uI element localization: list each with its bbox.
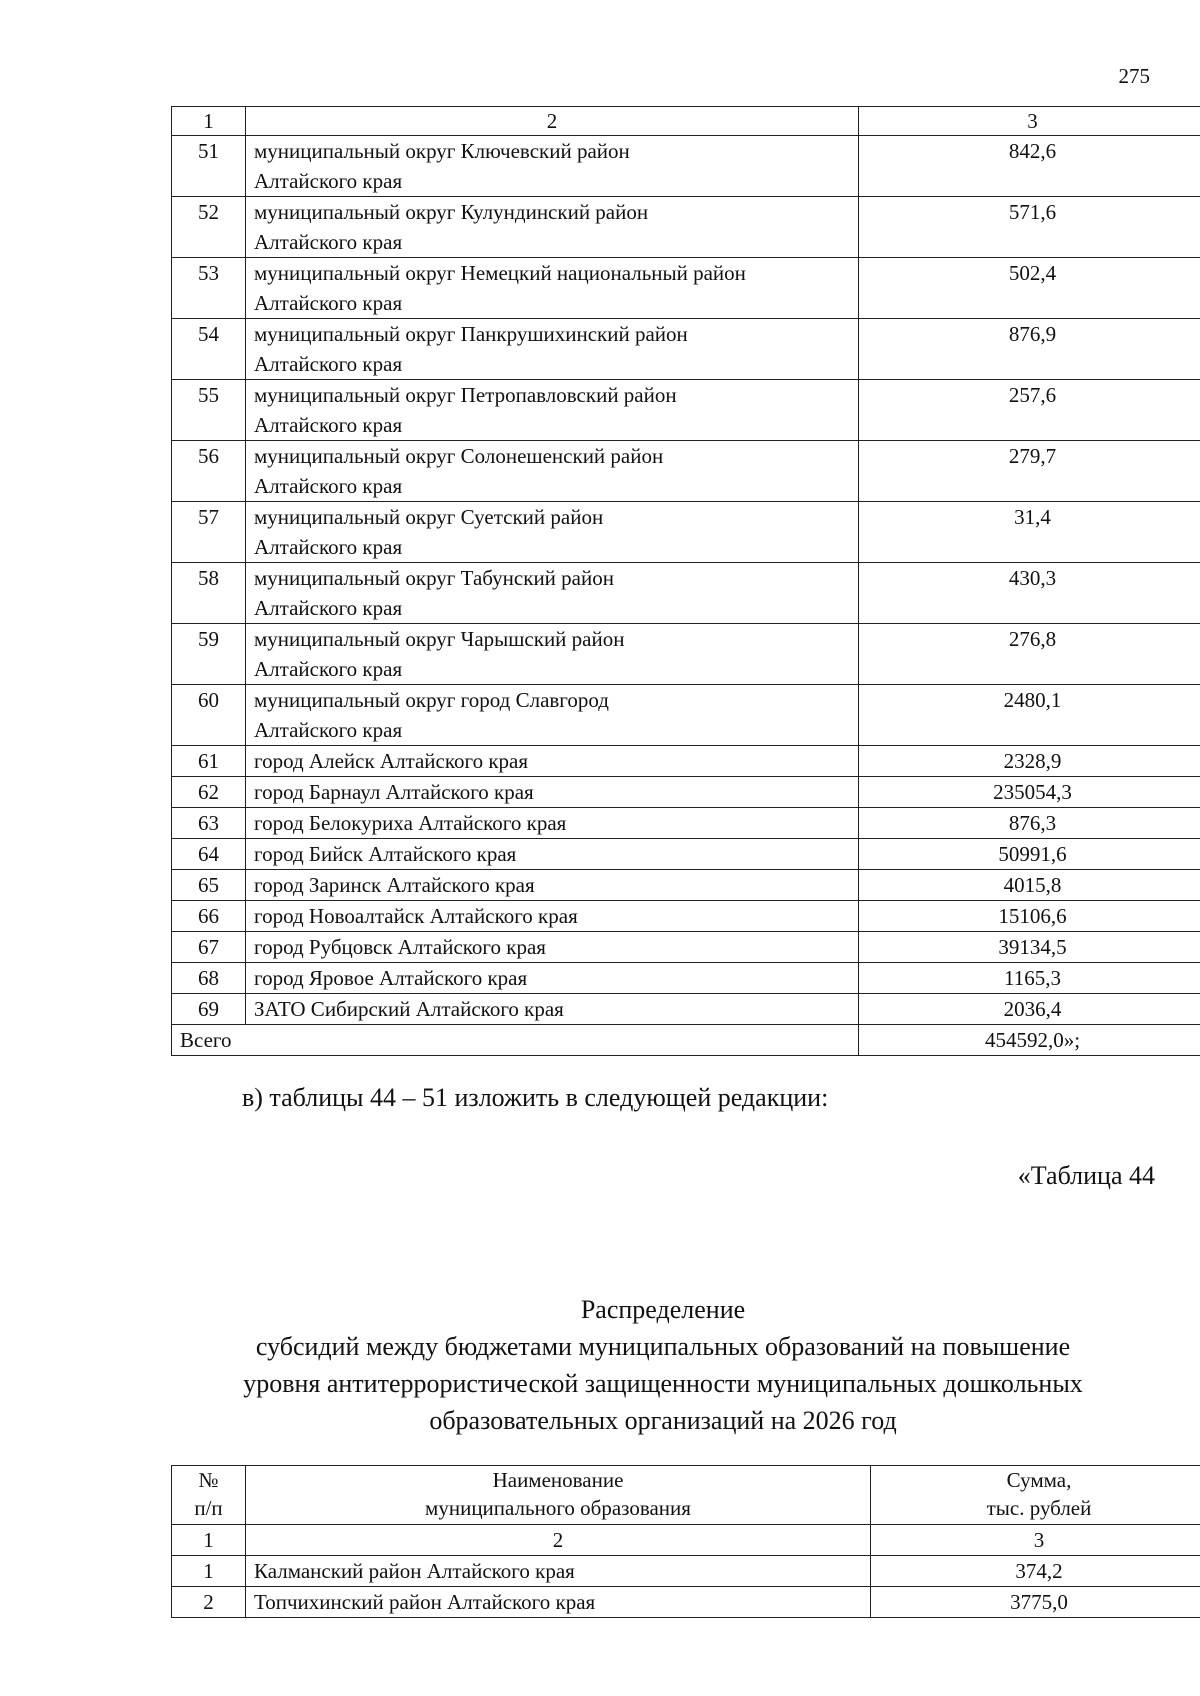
row-number: 69 <box>172 994 246 1025</box>
municipality-name-line: Алтайского края <box>254 596 403 620</box>
column-number-3: 3 <box>859 107 1200 136</box>
table-row <box>172 994 1200 1025</box>
municipality-name-line: муниципальный округ Ключевский район <box>254 139 630 163</box>
row-number: 65 <box>172 870 246 901</box>
municipality-name-line: Алтайского края <box>254 230 403 254</box>
municipality-name-line: Алтайского края <box>254 474 403 498</box>
amendment-instruction: в) таблицы 44 – 51 изложить в следующей редакции: <box>242 1083 829 1112</box>
subsidy-amount: 571,6 <box>859 197 1200 258</box>
municipality-name <box>246 319 859 380</box>
subsidy-amount: 50991,6 <box>859 839 1200 870</box>
municipality-name <box>246 441 859 502</box>
municipality-name <box>246 380 859 441</box>
table-row <box>172 777 1200 808</box>
municipality-name <box>246 624 859 685</box>
subsidy-amount: 15106,6 <box>859 901 1200 932</box>
row-number: 2 <box>172 1587 246 1618</box>
subsidy-amount: 257,6 <box>859 380 1200 441</box>
municipality-name-line: город Барнаул Алтайского края <box>254 780 534 804</box>
column-numbering-row <box>172 1525 1200 1556</box>
heading-title: Распределение <box>580 1295 746 1324</box>
table-row <box>172 136 1200 197</box>
row-number: 59 <box>172 624 246 685</box>
municipality-name <box>246 136 859 197</box>
municipality-name <box>246 932 859 963</box>
column-numbering-row <box>172 107 1200 136</box>
municipality-name-line: муниципальный округ Суетский район <box>254 505 604 529</box>
page-number: 275 <box>1118 64 1150 88</box>
subsidy-amount: 1165,3 <box>859 963 1200 994</box>
subsidy-amount: 876,3 <box>859 808 1200 839</box>
subsidy-amount: 842,6 <box>859 136 1200 197</box>
municipality-name-line: муниципальный округ Петропавловский район <box>254 383 677 407</box>
header-sum-line-1: Сумма, <box>1006 1468 1072 1492</box>
municipality-name <box>246 839 859 870</box>
municipality-name-line: муниципальный округ Чарышский район <box>254 627 625 651</box>
municipality-name <box>246 685 859 746</box>
municipality-name-line: город Алейск Алтайского края <box>254 749 529 773</box>
subsidy-amount: 39134,5 <box>859 932 1200 963</box>
header-name-column <box>246 1466 871 1525</box>
subsidy-amount: 502,4 <box>859 258 1200 319</box>
row-number: 61 <box>172 746 246 777</box>
heading-line-3: образовательных организаций на 2026 год <box>429 1406 897 1435</box>
subsidy-amount: 2328,9 <box>859 746 1200 777</box>
subsidy-amount: 235054,3 <box>859 777 1200 808</box>
row-number: 67 <box>172 932 246 963</box>
row-number: 68 <box>172 963 246 994</box>
subsidy-amount: 3775,0 <box>871 1587 1200 1618</box>
table-row <box>172 963 1200 994</box>
column-number-2: 2 <box>246 1525 871 1556</box>
municipality-name <box>246 777 859 808</box>
heading-line-1: субсидий между бюджетами муниципальных образований на повышение <box>255 1332 1071 1361</box>
table-row <box>172 1556 1200 1587</box>
row-number: 55 <box>172 380 246 441</box>
row-number: 54 <box>172 319 246 380</box>
table-row <box>172 624 1200 685</box>
row-number: 64 <box>172 839 246 870</box>
municipality-name <box>246 563 859 624</box>
municipality-name-line: Алтайского края <box>254 291 403 315</box>
row-number: 52 <box>172 197 246 258</box>
header-sum-line-2: тыс. рублей <box>986 1496 1092 1520</box>
municipality-name-line: город Яровое Алтайского края <box>254 966 528 990</box>
municipality-name-line: город Бийск Алтайского края <box>254 842 517 866</box>
table-row <box>172 685 1200 746</box>
table-row <box>172 808 1200 839</box>
table-heading <box>171 1291 1155 1439</box>
subsidy-amount: 2480,1 <box>859 685 1200 746</box>
subsidy-amount: 430,3 <box>859 563 1200 624</box>
allocation-table-44 <box>171 1465 1200 1618</box>
column-number-2: 2 <box>246 107 859 136</box>
municipality-name-line: муниципальный округ Кулундинский район <box>254 200 649 224</box>
row-number: 56 <box>172 441 246 502</box>
municipality-name <box>246 963 859 994</box>
municipality-name-line: Алтайского края <box>254 535 403 559</box>
table-row <box>172 197 1200 258</box>
header-number-line-2: п/п <box>194 1496 223 1520</box>
municipality-name-line: муниципальный округ город Славгород <box>254 688 609 712</box>
municipality-name-line: ЗАТО Сибирский Алтайского края <box>254 997 564 1021</box>
row-number: 60 <box>172 685 246 746</box>
municipality-name: Топчихинский район Алтайского края <box>246 1587 871 1618</box>
header-number-line-1: № <box>198 1468 219 1492</box>
municipality-name-line: муниципальный округ Немецкий национальный район <box>254 261 746 285</box>
header-name-line-2: муниципального образования <box>425 1496 691 1520</box>
table-row <box>172 319 1200 380</box>
column-number-1: 1 <box>172 1525 246 1556</box>
header-sum-column <box>871 1466 1200 1525</box>
table-row <box>172 1587 1200 1618</box>
column-number-1: 1 <box>172 107 246 136</box>
municipality-name-line: Алтайского края <box>254 169 403 193</box>
municipality-name-line: город Белокуриха Алтайского края <box>254 811 567 835</box>
table-header-row <box>172 1466 1200 1525</box>
row-number: 63 <box>172 808 246 839</box>
row-number: 53 <box>172 258 246 319</box>
subsidy-amount: 4015,8 <box>859 870 1200 901</box>
table-row <box>172 870 1200 901</box>
municipality-name-line: муниципальный округ Табунский район <box>254 566 614 590</box>
municipality-name-line: Алтайского края <box>254 657 403 681</box>
municipality-name-line: Алтайского края <box>254 413 403 437</box>
total-label: Всего <box>172 1025 859 1056</box>
table-row <box>172 380 1200 441</box>
header-name-line-1: Наименование <box>492 1468 624 1492</box>
municipality-name <box>246 502 859 563</box>
municipality-name-line: город Заринск Алтайского края <box>254 873 535 897</box>
subsidy-amount: 374,2 <box>871 1556 1200 1587</box>
subsidy-amount: 31,4 <box>859 502 1200 563</box>
municipality-name <box>246 870 859 901</box>
municipality-name <box>246 901 859 932</box>
table-row <box>172 901 1200 932</box>
table-row <box>172 746 1200 777</box>
heading-line-2: уровня антитеррористической защищенности муниципальных дошкольных <box>243 1369 1083 1398</box>
column-number-3: 3 <box>871 1525 1200 1556</box>
allocation-table-continued <box>171 106 1200 1056</box>
row-number: 62 <box>172 777 246 808</box>
row-number: 58 <box>172 563 246 624</box>
row-number: 1 <box>172 1556 246 1587</box>
municipality-name-line: город Новоалтайск Алтайского края <box>254 904 578 928</box>
municipality-name <box>246 746 859 777</box>
municipality-name <box>246 258 859 319</box>
table-row <box>172 441 1200 502</box>
row-number: 57 <box>172 502 246 563</box>
row-number: 51 <box>172 136 246 197</box>
table-row <box>172 932 1200 963</box>
subsidy-amount: 876,9 <box>859 319 1200 380</box>
subsidy-amount: 279,7 <box>859 441 1200 502</box>
subsidy-amount: 276,8 <box>859 624 1200 685</box>
subsidy-amount: 2036,4 <box>859 994 1200 1025</box>
table-row <box>172 502 1200 563</box>
municipality-name <box>246 197 859 258</box>
municipality-name-line: муниципальный округ Солонешенский район <box>254 444 664 468</box>
municipality-name-line: Алтайского края <box>254 352 403 376</box>
header-number-column <box>172 1466 246 1525</box>
table-label: «Таблица 44 <box>1017 1161 1155 1190</box>
table-row <box>172 258 1200 319</box>
municipality-name-line: муниципальный округ Панкрушихинский район <box>254 322 688 346</box>
row-number: 66 <box>172 901 246 932</box>
municipality-name-line: Алтайского края <box>254 718 403 742</box>
municipality-name-line: город Рубцовск Алтайского края <box>254 935 546 959</box>
municipality-name <box>246 808 859 839</box>
municipality-name <box>246 994 859 1025</box>
total-value: 454592,0»; <box>859 1025 1200 1056</box>
table-row <box>172 563 1200 624</box>
total-row <box>172 1025 1200 1056</box>
table-row <box>172 839 1200 870</box>
municipality-name: Калманский район Алтайского края <box>246 1556 871 1587</box>
